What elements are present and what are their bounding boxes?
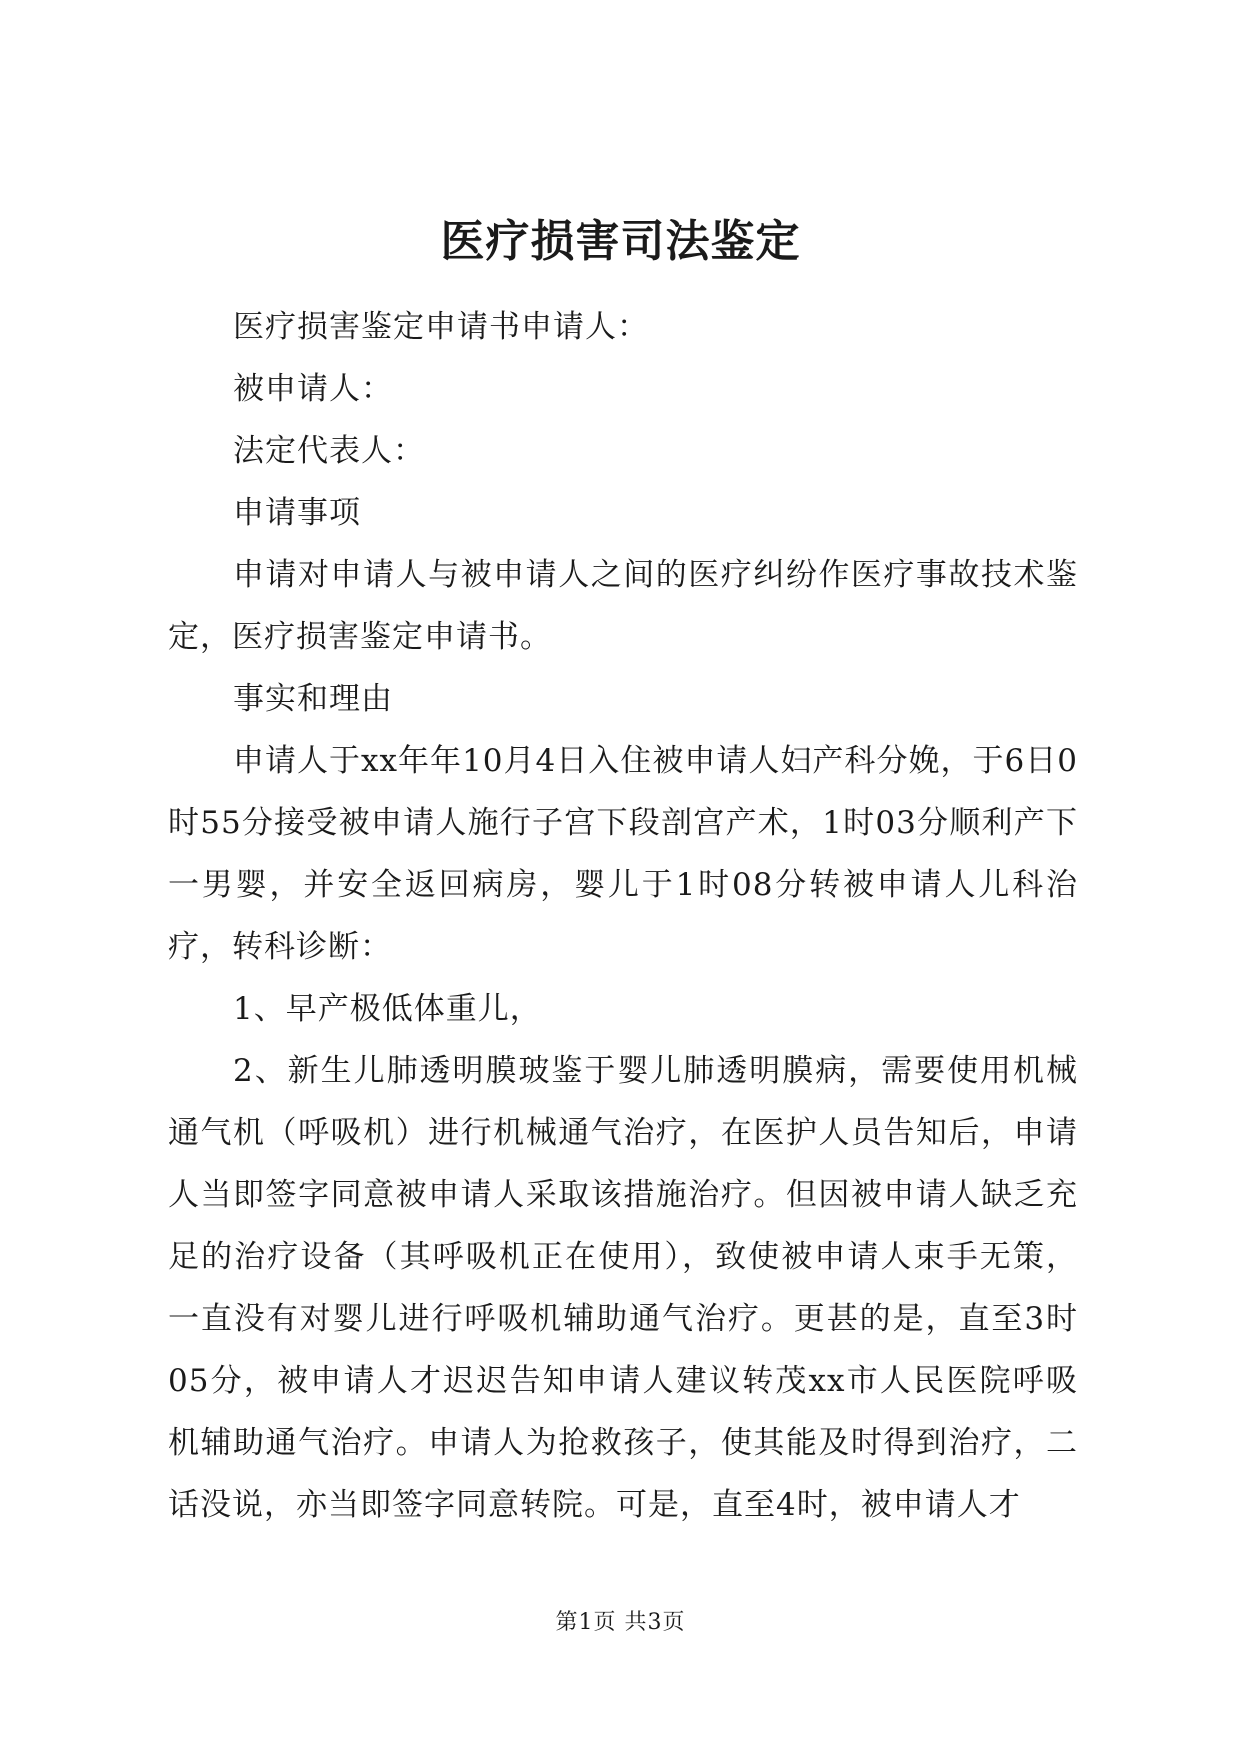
paragraph-applicant: 医疗损害鉴定申请书申请人： xyxy=(233,309,649,345)
paragraph-application-request: 申请对申请人与被申请人之间的医疗纠纷作医疗事故技术鉴定，医疗损害鉴定申请书。 xyxy=(168,557,1078,655)
document-body xyxy=(168,296,1078,1536)
section-heading-application-items: 申请事项 xyxy=(233,495,361,531)
document-title: 医疗损害司法鉴定 xyxy=(440,216,801,267)
page-number-footer: 第1页 共3页 xyxy=(555,1610,686,1635)
paragraph-respondent: 被申请人： xyxy=(233,371,393,407)
section-heading-facts-and-reasons: 事实和理由 xyxy=(233,681,393,717)
paragraph-legal-representative: 法定代表人： xyxy=(233,433,425,469)
paragraph-facts: 申请人于xx年年10月4日入住被申请人妇产科分娩，于6日0时55分接受被申请人施行子宫下段剖宫产术，1时03分顺利产下一男婴，并安全返回病房，婴儿于1时08分转被申请人儿科治疗，转科诊断： xyxy=(168,743,1078,965)
list-item-diagnosis-2: 2、新生儿肺透明膜玻鉴于婴儿肺透明膜病，需要使用机械通气机（呼吸机）进行机械通气治疗，在医护人员告知后，申请人当即签字同意被申请人采取该措施治疗。但因被申请人缺乏充足的治疗设备（其呼吸机正在使用），致使被申请人束手无策，一直没有对婴儿进行呼吸机辅助通气治疗。更甚的是，直至3时05分，被申请人才迟迟告知申请人建议转茂xx市人民医院呼吸机辅助通气治疗。申请人为抢救孩子，使其能及时得到治疗，二话没说，亦当即签字同意转院。可是，直至4时，被申请人才 xyxy=(168,1053,1078,1523)
list-item-diagnosis-1: 1、早产极低体重儿， xyxy=(233,991,542,1027)
